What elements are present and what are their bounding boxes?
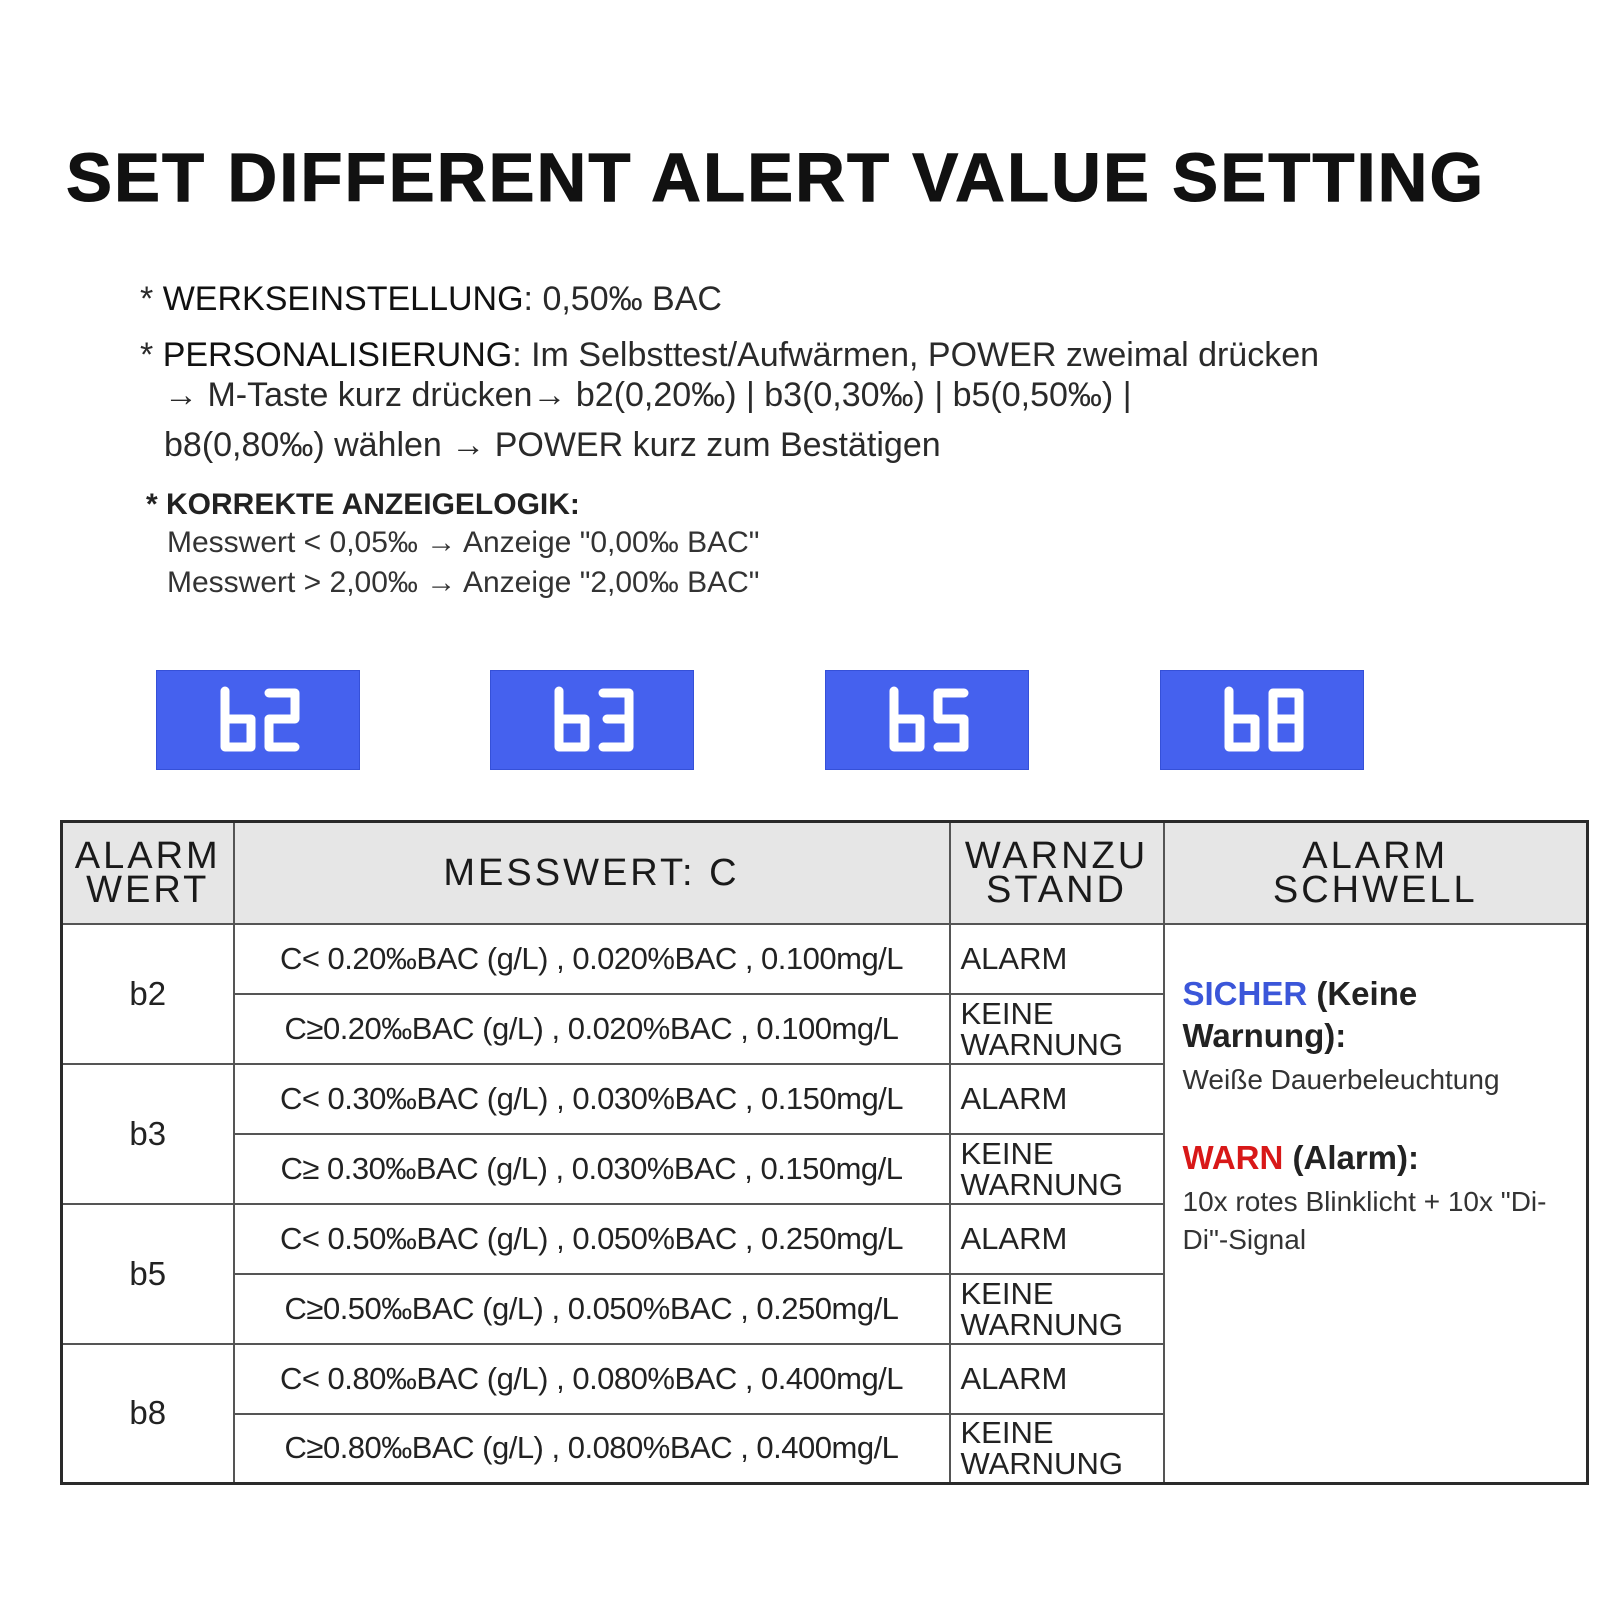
lcd-badge-b2 <box>156 670 360 770</box>
display-logic-heading: * KORREKTE ANZEIGELOGIK: <box>146 488 580 521</box>
lcd-badge-b8 <box>1160 670 1364 770</box>
lcd-digits-b3-icon <box>491 671 695 771</box>
legend-warn-rest: (Alarm): <box>1283 1138 1420 1176</box>
header-warnzustand-line-2: STAND <box>986 868 1127 911</box>
measure-cell: C< 0.30‰BAC (g/L) , 0.030%BAC , 0.150mg/L <box>234 1064 950 1134</box>
header-alarm-schwell-line-2: SCHWELL <box>1272 868 1478 911</box>
measure-cell: C≥ 0.30‰BAC (g/L) , 0.030%BAC , 0.150mg/L <box>234 1134 950 1204</box>
header-alarm-schwell <box>1164 822 1588 924</box>
status-cell: ALARM <box>950 1064 1164 1134</box>
status-cell <box>950 994 1164 1064</box>
alarm-value-b3: b3 <box>62 1064 234 1204</box>
status-line-1: KEINE <box>960 1135 1054 1171</box>
header-alarm-wert-line-1: ALARM <box>74 834 221 877</box>
measure-cell: C≥0.50‰BAC (g/L) , 0.050%BAC , 0.250mg/L <box>234 1274 950 1344</box>
legend-safe-rest: (Keine Warnung): <box>1182 974 1418 1054</box>
page-title: SET DIFFERENT ALERT VALUE SETTING <box>66 139 1486 216</box>
personalization-note: * PERSONALISIERUNG: Im Selbsttest/Aufwärmen, POWER zweimal drücken <box>140 336 1320 374</box>
status-line-1: KEINE <box>960 1275 1054 1311</box>
alarm-value-b2: b2 <box>62 924 234 1064</box>
display-logic-line-1: Messwert < 0,05‰ → Anzeige "0,00‰ BAC" <box>167 526 760 559</box>
alert-value-table <box>60 820 1589 1485</box>
legend-safe-heading <box>1183 973 1569 1057</box>
alarm-value-b8: b8 <box>62 1344 234 1484</box>
header-messwert: MESSWERT: C <box>234 822 950 924</box>
lcd-badge-b5 <box>825 670 1029 770</box>
legend-warn-heading <box>1183 1137 1569 1179</box>
status-cell: ALARM <box>950 924 1164 994</box>
legend-warn-description: 10x rotes Blinklicht + 10x "Di-Di"-Signal <box>1182 1185 1547 1255</box>
table-header-row <box>62 822 1588 924</box>
status-cell <box>950 1274 1164 1344</box>
status-line-1: KEINE <box>960 995 1054 1031</box>
status-cell <box>950 1414 1164 1484</box>
header-warnzustand-line-1: WARNZU <box>964 834 1149 877</box>
status-line-2: WARNUNG <box>960 1166 1123 1202</box>
status-line-2: WARNUNG <box>960 1306 1123 1342</box>
factory-setting-note: * WERKSEINSTELLUNG: 0,50‰ BAC <box>140 280 722 318</box>
legend-safe-description: Weiße Dauerbeleuchtung <box>1182 1063 1500 1095</box>
alarm-threshold-legend <box>1164 924 1588 1484</box>
personalization-line-3: b8(0,80‰) wählen → POWER kurz zum Bestätigen <box>164 426 941 464</box>
status-line-2: WARNUNG <box>960 1026 1123 1062</box>
measure-cell: C< 0.20‰BAC (g/L) , 0.020%BAC , 0.100mg/L <box>234 924 950 994</box>
status-cell: ALARM <box>950 1204 1164 1274</box>
display-logic-line-2: Messwert > 2,00‰ → Anzeige "2,00‰ BAC" <box>167 566 760 599</box>
factory-setting-value: : 0,50‰ BAC <box>523 280 722 318</box>
header-alarm-schwell-line-1: ALARM <box>1302 834 1449 877</box>
status-cell: ALARM <box>950 1344 1164 1414</box>
lcd-digits-b2-icon <box>157 671 361 771</box>
personalization-line-2: → M-Taste kurz drücken→ b2(0,20‰) | b3(0,30‰) | b5(0,50‰) | <box>164 376 1132 414</box>
alarm-value-b5: b5 <box>62 1204 234 1344</box>
personalization-line-1: : Im Selbsttest/Aufwärmen, POWER zweimal drücken <box>512 336 1320 374</box>
personalization-key: PERSONALISIERUNG <box>162 336 513 374</box>
lcd-digits-b8-icon <box>1161 671 1365 771</box>
measure-cell: C< 0.50‰BAC (g/L) , 0.050%BAC , 0.250mg/L <box>234 1204 950 1274</box>
legend-warn-word: WARN <box>1182 1138 1284 1176</box>
header-alarm-wert-line-2: WERT <box>86 868 210 911</box>
status-line-1: KEINE <box>960 1415 1054 1451</box>
header-warnzustand <box>950 822 1164 924</box>
measure-cell: C≥0.20‰BAC (g/L) , 0.020%BAC , 0.100mg/L <box>234 994 950 1064</box>
measure-cell: C< 0.80‰BAC (g/L) , 0.080%BAC , 0.400mg/L <box>234 1344 950 1414</box>
factory-setting-key: WERKSEINSTELLUNG <box>162 280 524 318</box>
header-alarm-wert <box>62 822 234 924</box>
legend-safe-word: SICHER <box>1182 974 1308 1012</box>
status-cell <box>950 1134 1164 1204</box>
measure-cell: C≥0.80‰BAC (g/L) , 0.080%BAC , 0.400mg/L <box>234 1414 950 1484</box>
lcd-digits-b5-icon <box>826 671 1030 771</box>
lcd-badge-b3 <box>490 670 694 770</box>
status-line-2: WARNUNG <box>960 1446 1123 1482</box>
table-row <box>62 924 1588 994</box>
